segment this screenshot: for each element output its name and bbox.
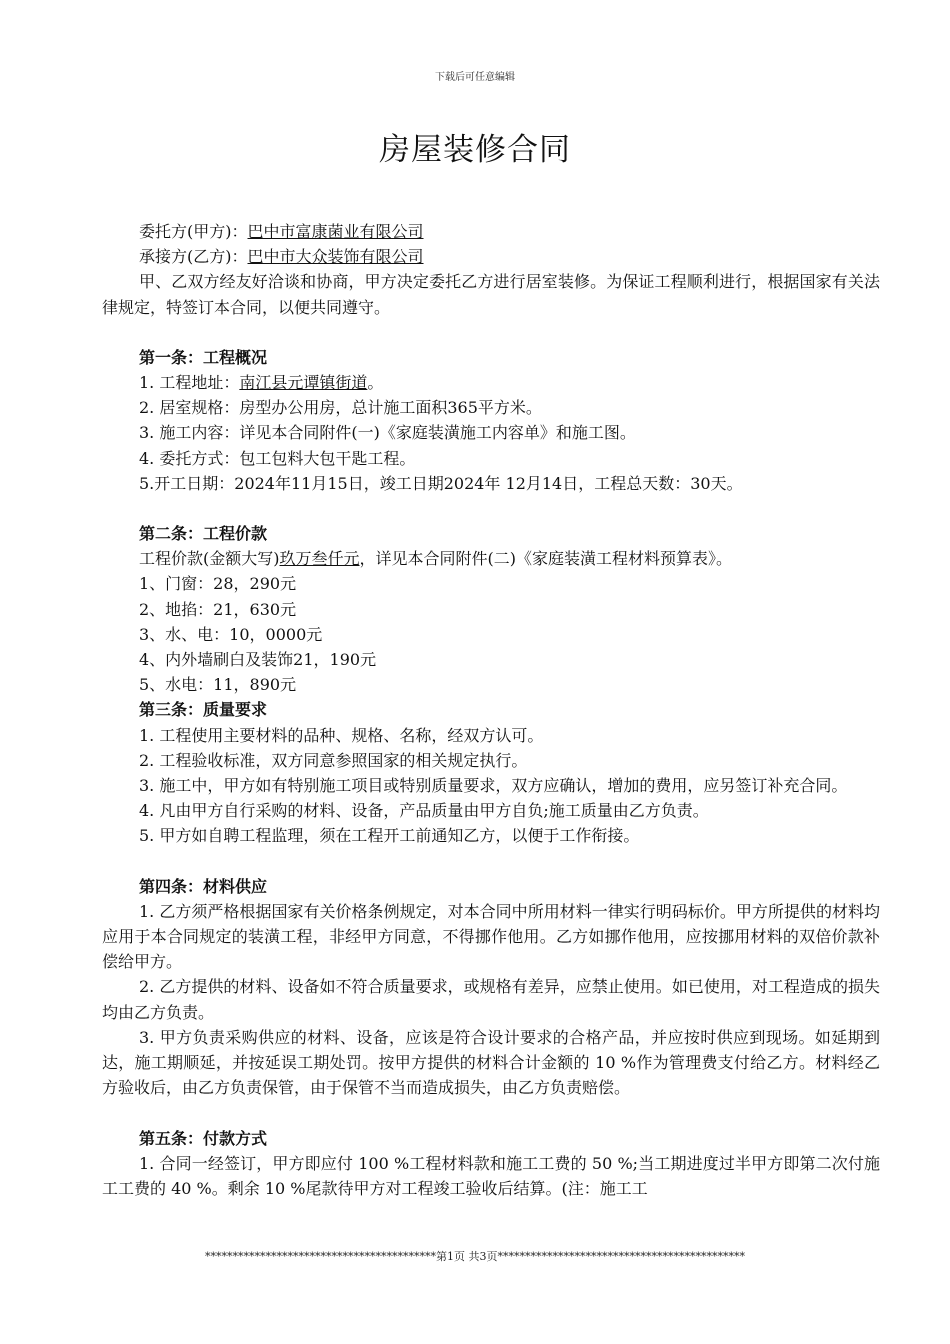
section3-item: 3. 施工中，甲方如有特别施工项目或特别质量要求，双方应确认，增加的费用，应另签订补充合同。	[139, 776, 848, 796]
price-item: 3、水、电：10，0000元	[139, 624, 323, 644]
project-address: 南江县元谭镇街道	[239, 373, 368, 393]
client-label: 委托方(甲方)：	[139, 222, 248, 241]
section4-heading: 第四条：材料供应	[139, 876, 268, 896]
section3-item: 5. 甲方如自聘工程监理，须在工程开工前通知乙方，以便于工作衔接。	[139, 826, 640, 846]
client-name: 巴中市富康菌业有限公司	[247, 222, 424, 241]
price-item: 4、内外墙刷白及装饰21，190元	[139, 650, 377, 670]
price-prefix: 工程价款(金额大写)	[139, 549, 280, 569]
price-item: 1、门窗：28，290元	[139, 574, 297, 594]
price-item: 2、地掐：21，630元	[139, 599, 297, 619]
client-line	[102, 219, 880, 244]
section1-item3: 3. 施工内容：详见本合同附件(一)《家庭装潢施工内容单》和施工图。	[139, 423, 636, 443]
section1-item1	[102, 370, 880, 395]
section4-item: 3. 甲方负责采购供应的材料、设备，应该是符合设计要求的合格产品，并应按时供应到现场。如延期到达，施工期顺延，并按延误工期处罚。按甲方提供的材料合计金额的 10 %作为管理费支付给乙方。材料经乙方验收后，由乙方负责保管，由于保管不当而造成损失，由乙方负责赔偿。	[102, 1027, 880, 1098]
section4-item: 2. 乙方提供的材料、设备如不符合质量要求，或规格有差异，应禁止使用。如已使用，对工程造成的损失均由乙方负责。	[102, 977, 880, 1022]
section3-heading: 第三条：质量要求	[139, 700, 268, 720]
section5-heading: 第五条：付款方式	[139, 1128, 268, 1148]
section1-item1-suffix: 。	[367, 373, 384, 393]
section1-item1-prefix: 1. 工程地址：	[139, 373, 240, 393]
section3-item: 1. 工程使用主要材料的品种、规格、名称，经双方认可。	[139, 725, 544, 745]
intro-paragraph: 甲、乙双方经友好洽谈和协商，甲方决定委托乙方进行居室装修。为保证工程顺利进行，根据国家有关法律规定，特签订本合同，以便共同遵守。	[102, 272, 880, 317]
section3-item: 2. 工程验收标准，双方同意参照国家的相关规定执行。	[139, 750, 528, 770]
section5-item1: 1. 合同一经签订，甲方即应付 100 %工程材料款和施工工费的 50 %;当工期进度过半甲方即第二次付施工工费的 40 %。剩余 10 %尾款待甲方对工程竣工验收后结算。(注：施工工	[102, 1153, 880, 1198]
contractor-label: 承接方(乙方)：	[139, 247, 248, 267]
contract-body	[102, 219, 880, 1201]
page-footer: ******************************************第1页 共3页*********************************************	[205, 1250, 745, 1263]
section1-item2: 2. 居室规格：房型办公用房，总计施工面积365平方米。	[139, 398, 542, 418]
page-title: 房屋装修合同	[379, 132, 571, 168]
section2-heading: 第二条：工程价款	[139, 524, 268, 544]
contractor-line	[102, 244, 880, 269]
section3-item: 4. 凡由甲方自行采购的材料、设备，产品质量由甲方自负;施工质量由乙方负责。	[139, 801, 709, 821]
section1-item4: 4. 委托方式：包工包料大包干匙工程。	[139, 448, 416, 468]
section4-item: 1. 乙方须严格根据国家有关价格条例规定，对本合同中所用材料一律实行明码标价。甲方所提供的材料均应用于本合同规定的装潢工程，非经甲方同意，不得挪作他用。乙方如挪作他用，应按挪用材料的双倍价款补偿给甲方。	[102, 901, 880, 972]
price-amount: 玖万叁仟元	[279, 549, 360, 569]
header-note: 下载后可任意编辑	[435, 72, 515, 83]
section1-heading: 第一条：工程概况	[139, 347, 268, 367]
price-suffix: ，详见本合同附件(二)《家庭装潢工程材料预算表》。	[359, 549, 733, 569]
contractor-name: 巴中市大众装饰有限公司	[247, 247, 424, 267]
section1-item5: 5.开工日期：2024年11月15日，竣工日期2024年 12月14日，工程总天数：30天。	[139, 473, 743, 493]
price-item: 5、水电：11，890元	[139, 675, 297, 695]
price-line	[102, 546, 880, 571]
